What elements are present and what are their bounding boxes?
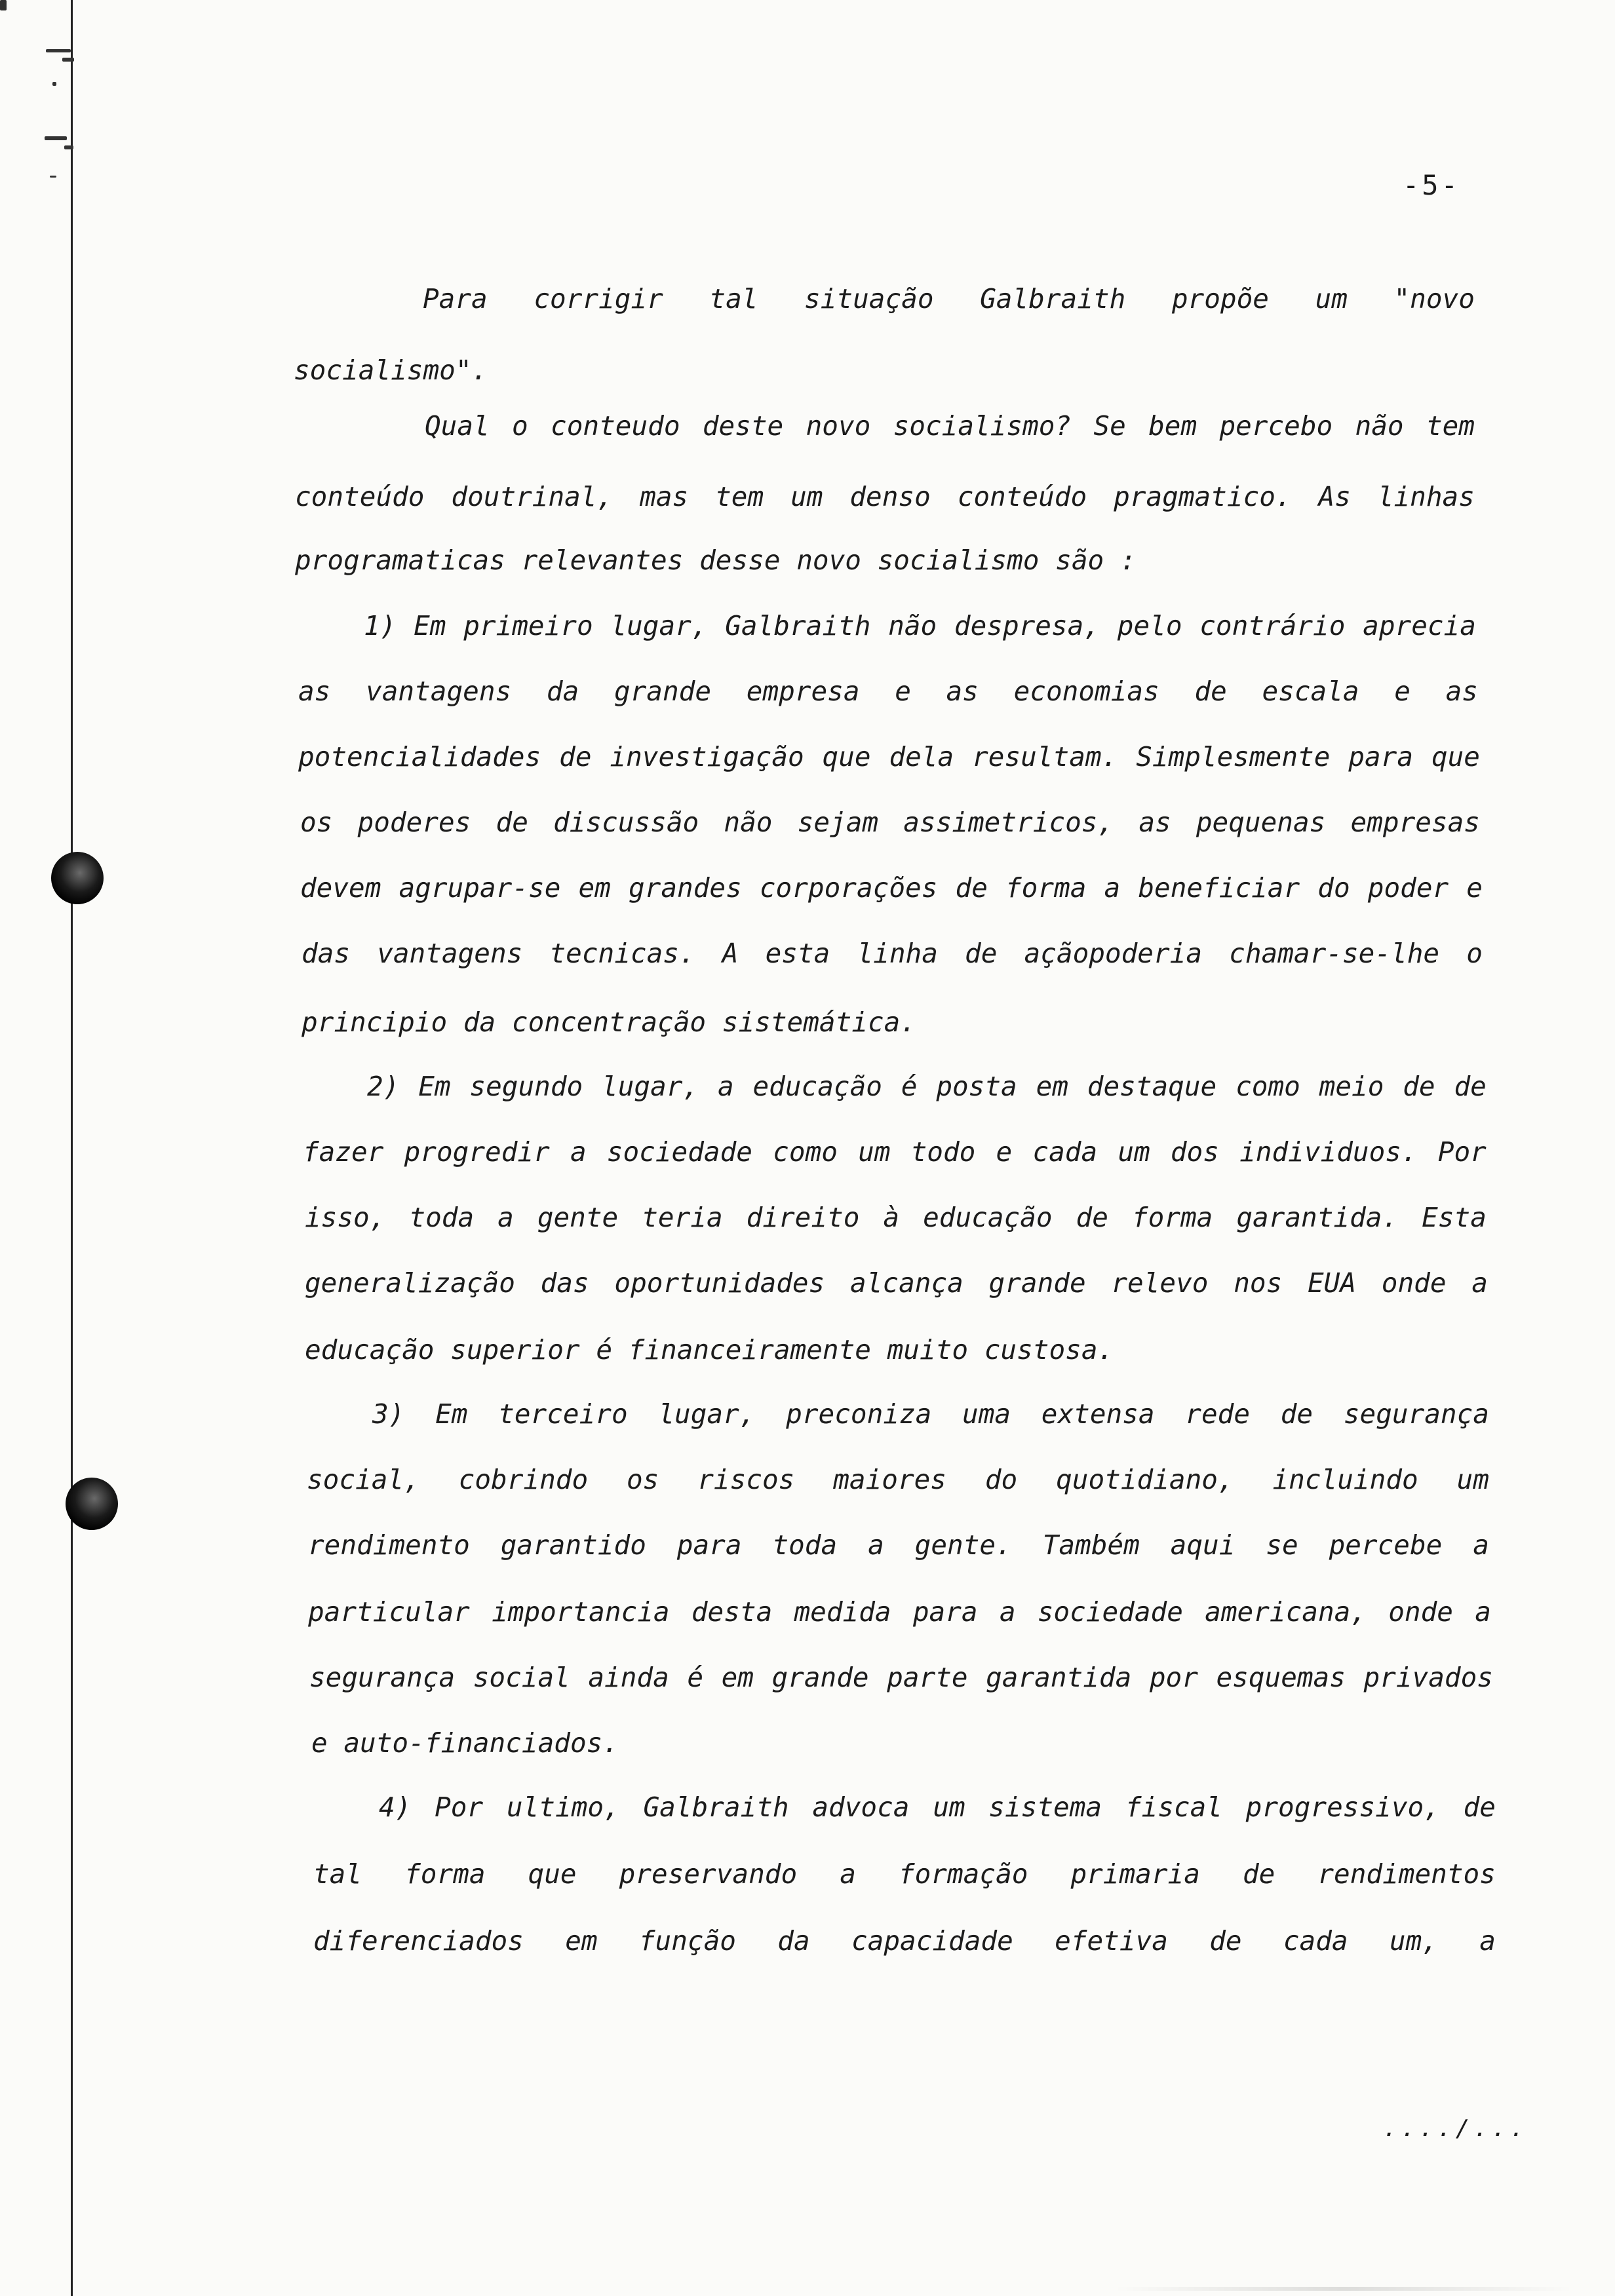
word: socialismo". bbox=[294, 354, 488, 386]
word: corporações bbox=[759, 872, 938, 904]
word: denso bbox=[849, 481, 931, 512]
word: que bbox=[822, 741, 871, 773]
word: programaticas relevantes desse novo socialismo são : bbox=[295, 545, 1137, 576]
word: Em bbox=[414, 610, 446, 641]
word: conteudo bbox=[551, 410, 680, 442]
word: isso, bbox=[305, 1202, 386, 1233]
word: educação bbox=[923, 1202, 1053, 1233]
word: a bbox=[1471, 1267, 1488, 1299]
word: resultam. bbox=[972, 741, 1118, 773]
word: incluindo bbox=[1272, 1464, 1418, 1495]
word: açãopoderia bbox=[1024, 938, 1203, 969]
word: tem bbox=[715, 481, 764, 512]
word: rede bbox=[1185, 1398, 1251, 1430]
word: poderes bbox=[357, 807, 471, 838]
word: investigação bbox=[610, 741, 804, 773]
text-line bbox=[295, 481, 1475, 512]
word: de bbox=[1463, 1791, 1496, 1823]
word: esta bbox=[765, 938, 830, 969]
word: e bbox=[1394, 676, 1411, 707]
word: 2) bbox=[367, 1071, 400, 1102]
word: A bbox=[722, 938, 739, 969]
word: onde bbox=[1381, 1267, 1447, 1299]
word: propõe bbox=[1171, 283, 1269, 315]
word: as bbox=[1445, 676, 1478, 707]
text-line bbox=[303, 1136, 1487, 1168]
word: devem bbox=[300, 872, 381, 904]
word: todo bbox=[910, 1136, 976, 1168]
word: pelo bbox=[1117, 610, 1182, 641]
text-line bbox=[364, 610, 1476, 641]
word: se bbox=[1266, 1529, 1298, 1561]
word: rendimentos bbox=[1317, 1858, 1496, 1890]
word: Simplesmente bbox=[1136, 741, 1331, 773]
word: corrigir bbox=[534, 283, 663, 315]
edge-mark bbox=[52, 82, 56, 86]
word: de bbox=[1076, 1202, 1108, 1233]
word: de bbox=[1454, 1071, 1487, 1102]
word: pragmatico. bbox=[1114, 481, 1292, 512]
word: um bbox=[1315, 283, 1348, 315]
word: segurança bbox=[309, 1662, 456, 1693]
word: gente. bbox=[914, 1529, 1012, 1561]
word: sistema bbox=[988, 1791, 1102, 1823]
word: dela bbox=[889, 741, 954, 773]
word: progredir bbox=[404, 1136, 550, 1168]
word: Galbraith bbox=[980, 283, 1126, 315]
text-line bbox=[425, 410, 1475, 442]
word: em bbox=[565, 1925, 598, 1957]
word: que bbox=[528, 1858, 577, 1890]
word: sejam bbox=[797, 807, 879, 838]
word: extensa bbox=[1041, 1398, 1155, 1430]
word: tecnicas. bbox=[549, 938, 695, 969]
word: empresas bbox=[1350, 807, 1480, 838]
word: forma bbox=[404, 1858, 486, 1890]
text-line bbox=[294, 354, 488, 386]
edge-mark bbox=[50, 176, 56, 178]
word: garantida bbox=[986, 1662, 1132, 1693]
word: 3) bbox=[372, 1398, 405, 1430]
text-line bbox=[313, 1858, 1496, 1890]
word: fazer bbox=[303, 1136, 384, 1168]
word: de bbox=[1194, 676, 1227, 707]
word: cada bbox=[1032, 1136, 1098, 1168]
word: capacidade bbox=[851, 1925, 1013, 1957]
word: efetiva bbox=[1055, 1925, 1168, 1957]
word: percebo bbox=[1219, 410, 1333, 442]
word: parte bbox=[887, 1662, 968, 1693]
word: o bbox=[512, 410, 528, 442]
word: 4) bbox=[379, 1791, 412, 1823]
word: terceiro bbox=[498, 1398, 628, 1430]
word: rendimento bbox=[308, 1529, 470, 1561]
word: pequenas bbox=[1196, 807, 1326, 838]
word: ainda bbox=[588, 1662, 669, 1693]
word: beneficiar bbox=[1138, 872, 1300, 904]
scan-smudge bbox=[1114, 2287, 1573, 2291]
word: poder bbox=[1367, 872, 1449, 904]
word: da bbox=[777, 1925, 810, 1957]
text-line bbox=[313, 1925, 1496, 1957]
text-line bbox=[305, 1204, 1487, 1231]
word: não bbox=[888, 610, 937, 641]
word: grande bbox=[988, 1267, 1086, 1299]
word: sociedade bbox=[606, 1136, 752, 1168]
word: e bbox=[895, 676, 911, 707]
word: segurança bbox=[1343, 1398, 1489, 1430]
word: alcança bbox=[850, 1267, 963, 1299]
word: de bbox=[559, 741, 592, 773]
text-line bbox=[305, 1334, 1114, 1366]
word: americana, bbox=[1205, 1596, 1367, 1628]
word: para bbox=[912, 1596, 978, 1628]
word: bem bbox=[1148, 410, 1197, 442]
word: progressivo, bbox=[1245, 1791, 1440, 1823]
word: direito bbox=[746, 1202, 860, 1233]
word: meio bbox=[1319, 1071, 1384, 1102]
word: a bbox=[497, 1202, 514, 1233]
text-line bbox=[311, 1727, 619, 1759]
text-line bbox=[307, 1466, 1489, 1493]
word: "novo bbox=[1393, 283, 1475, 315]
word: segundo bbox=[469, 1071, 583, 1102]
word: esquemas bbox=[1216, 1662, 1346, 1693]
word: os bbox=[300, 807, 333, 838]
text-line bbox=[372, 1398, 1489, 1430]
word: EUA bbox=[1307, 1267, 1357, 1299]
word: a bbox=[1475, 1596, 1491, 1628]
word: de bbox=[965, 938, 998, 969]
word: a bbox=[1104, 872, 1121, 904]
word: do bbox=[1317, 872, 1350, 904]
word: a bbox=[1479, 1925, 1496, 1957]
word: garantido bbox=[500, 1529, 646, 1561]
word: cobrindo bbox=[458, 1464, 589, 1495]
word: gente bbox=[537, 1202, 619, 1233]
word: as bbox=[1138, 807, 1171, 838]
word: lugar, bbox=[610, 610, 708, 641]
word: advoca bbox=[812, 1791, 910, 1823]
word: educação superior é financeiramente muito custosa. bbox=[305, 1334, 1114, 1366]
word: economias bbox=[1013, 676, 1159, 707]
word: novo bbox=[806, 410, 871, 442]
binding-margin-line bbox=[71, 0, 73, 2296]
word: individuos. bbox=[1239, 1136, 1418, 1168]
word: maiores bbox=[833, 1464, 946, 1495]
word: e bbox=[1466, 872, 1483, 904]
word: primaria bbox=[1070, 1858, 1200, 1890]
word: como bbox=[773, 1136, 838, 1168]
word: importancia bbox=[492, 1596, 670, 1628]
word: social, bbox=[307, 1464, 420, 1495]
word: relevo bbox=[1111, 1267, 1209, 1299]
text-line bbox=[305, 1267, 1488, 1299]
word: 1) bbox=[364, 610, 397, 641]
word: despresa, bbox=[954, 610, 1100, 641]
word: a bbox=[570, 1136, 587, 1168]
word: dos bbox=[1170, 1136, 1219, 1168]
page-number: -5- bbox=[1403, 169, 1460, 201]
word: Se bbox=[1093, 410, 1126, 442]
word: lugar, bbox=[602, 1071, 699, 1102]
text-line bbox=[423, 283, 1475, 315]
word: um, bbox=[1389, 1925, 1438, 1957]
word: As bbox=[1318, 481, 1351, 512]
word: Qual bbox=[425, 410, 490, 442]
word: escala bbox=[1262, 676, 1359, 707]
word: os bbox=[627, 1464, 659, 1495]
word: conteúdo bbox=[295, 481, 425, 512]
word: vantagens bbox=[366, 676, 512, 707]
word: linha bbox=[857, 938, 938, 969]
word: em bbox=[1036, 1071, 1068, 1102]
word: nos bbox=[1234, 1267, 1283, 1299]
word: de bbox=[1403, 1071, 1435, 1102]
word: empresa bbox=[746, 676, 860, 707]
word: e auto-financiados. bbox=[311, 1727, 619, 1759]
word: em bbox=[578, 872, 611, 904]
word: em bbox=[721, 1662, 754, 1693]
word: socialismo? bbox=[893, 410, 1072, 442]
word: forma bbox=[1131, 1202, 1213, 1233]
word: potencialidades bbox=[298, 741, 541, 773]
word: a bbox=[717, 1071, 734, 1102]
continuation-mark: ..../... bbox=[1383, 2115, 1528, 2142]
word: e bbox=[996, 1136, 1013, 1168]
word: formação bbox=[898, 1858, 1028, 1890]
word: um bbox=[1456, 1464, 1489, 1495]
edge-mark bbox=[64, 145, 73, 149]
word: medida bbox=[794, 1596, 891, 1628]
word: assimetricos, bbox=[903, 807, 1114, 838]
word: toda bbox=[772, 1529, 838, 1561]
word: desta bbox=[691, 1596, 773, 1628]
word: primeiro bbox=[463, 610, 593, 641]
word: uma bbox=[962, 1398, 1011, 1430]
word: diferenciados bbox=[313, 1925, 524, 1957]
word: posta bbox=[936, 1071, 1017, 1102]
word: a bbox=[840, 1858, 856, 1890]
word: situação bbox=[804, 283, 934, 315]
word: oportunidades bbox=[614, 1267, 825, 1299]
word: tal bbox=[313, 1858, 362, 1890]
word: garantida. bbox=[1236, 1202, 1399, 1233]
edge-mark bbox=[46, 49, 71, 52]
text-line bbox=[367, 1073, 1487, 1100]
text-line bbox=[298, 678, 1478, 705]
word: discussão bbox=[553, 807, 699, 838]
text-line bbox=[309, 1664, 1493, 1691]
word: vantagens bbox=[377, 938, 523, 969]
word: lugar, bbox=[658, 1398, 756, 1430]
word: por bbox=[1149, 1662, 1198, 1693]
word: doutrinal, bbox=[451, 481, 613, 512]
text-line bbox=[295, 547, 1137, 574]
word: destaque bbox=[1087, 1071, 1217, 1102]
word: Por bbox=[435, 1791, 484, 1823]
word: particular bbox=[308, 1596, 470, 1628]
word: à bbox=[883, 1202, 900, 1233]
word: é bbox=[901, 1071, 918, 1102]
word: forma bbox=[1005, 872, 1087, 904]
word: riscos bbox=[697, 1464, 795, 1495]
text-line bbox=[302, 1006, 916, 1038]
word: grandes bbox=[628, 872, 742, 904]
text-line bbox=[308, 1596, 1491, 1628]
word: generalização bbox=[305, 1267, 515, 1299]
word: Também bbox=[1042, 1529, 1140, 1561]
word: não bbox=[1355, 410, 1404, 442]
word: um bbox=[790, 481, 823, 512]
word: sociedade bbox=[1037, 1596, 1183, 1628]
word: da bbox=[546, 676, 579, 707]
punch-hole bbox=[51, 852, 104, 904]
word: um bbox=[1118, 1136, 1150, 1168]
text-line bbox=[298, 741, 1480, 773]
word: Em bbox=[418, 1071, 451, 1102]
word: que bbox=[1431, 741, 1480, 773]
word: é bbox=[687, 1662, 704, 1693]
word: chamar-se-lhe bbox=[1229, 938, 1440, 969]
text-line bbox=[302, 940, 1483, 967]
word: função bbox=[638, 1925, 736, 1957]
word: grande bbox=[771, 1662, 869, 1693]
word: percebe bbox=[1329, 1529, 1443, 1561]
word: Galbraith bbox=[643, 1791, 789, 1823]
word: Para bbox=[423, 283, 488, 315]
word: linhas bbox=[1377, 481, 1475, 512]
word: preservando bbox=[619, 1858, 798, 1890]
word: de bbox=[1242, 1858, 1275, 1890]
word: para bbox=[1348, 741, 1414, 773]
edge-mark bbox=[62, 58, 74, 62]
text-line bbox=[300, 872, 1483, 904]
word: para bbox=[676, 1529, 742, 1561]
word: deste bbox=[702, 410, 784, 442]
word: o bbox=[1466, 938, 1483, 969]
edge-mark bbox=[45, 136, 67, 140]
word: de bbox=[1280, 1398, 1313, 1430]
punch-hole bbox=[66, 1478, 118, 1530]
word: tal bbox=[709, 283, 758, 315]
word: um bbox=[858, 1136, 891, 1168]
edge-mark bbox=[0, 0, 7, 10]
word: Por bbox=[1437, 1136, 1487, 1168]
word: educação bbox=[752, 1071, 882, 1102]
word: um bbox=[933, 1791, 965, 1823]
text-line bbox=[308, 1529, 1489, 1561]
word: quotidiano, bbox=[1056, 1464, 1234, 1495]
word: onde bbox=[1388, 1596, 1453, 1628]
word: aprecia bbox=[1363, 610, 1476, 641]
word: as bbox=[946, 676, 979, 707]
word: das bbox=[540, 1267, 589, 1299]
word: contrário bbox=[1199, 610, 1346, 641]
word: não bbox=[724, 807, 773, 838]
word: a bbox=[999, 1596, 1016, 1628]
text-line bbox=[379, 1791, 1496, 1823]
word: as bbox=[298, 676, 331, 707]
word: teria bbox=[642, 1202, 723, 1233]
word: mas bbox=[640, 481, 689, 512]
word: conteúdo bbox=[957, 481, 1087, 512]
word: tem bbox=[1426, 410, 1475, 442]
word: de bbox=[496, 807, 528, 838]
word: fiscal bbox=[1125, 1791, 1222, 1823]
word: Galbraith bbox=[725, 610, 871, 641]
word: toda bbox=[409, 1202, 475, 1233]
word: cada bbox=[1283, 1925, 1348, 1957]
word: das bbox=[302, 938, 351, 969]
word: agrupar-se bbox=[399, 872, 561, 904]
word: a bbox=[868, 1529, 884, 1561]
word: do bbox=[984, 1464, 1018, 1495]
word: Em bbox=[435, 1398, 468, 1430]
word: grande bbox=[613, 676, 712, 707]
word: preconiza bbox=[786, 1398, 932, 1430]
word: social bbox=[473, 1662, 570, 1693]
word: como bbox=[1236, 1071, 1300, 1102]
text-line bbox=[300, 809, 1480, 836]
word: principio da concentração sistemática. bbox=[302, 1006, 916, 1038]
word: aqui bbox=[1170, 1529, 1236, 1561]
word: de bbox=[955, 872, 988, 904]
word: ultimo, bbox=[506, 1791, 620, 1823]
word: a bbox=[1473, 1529, 1489, 1561]
word: Esta bbox=[1422, 1202, 1487, 1233]
word: privados bbox=[1363, 1662, 1493, 1693]
word: de bbox=[1209, 1925, 1242, 1957]
